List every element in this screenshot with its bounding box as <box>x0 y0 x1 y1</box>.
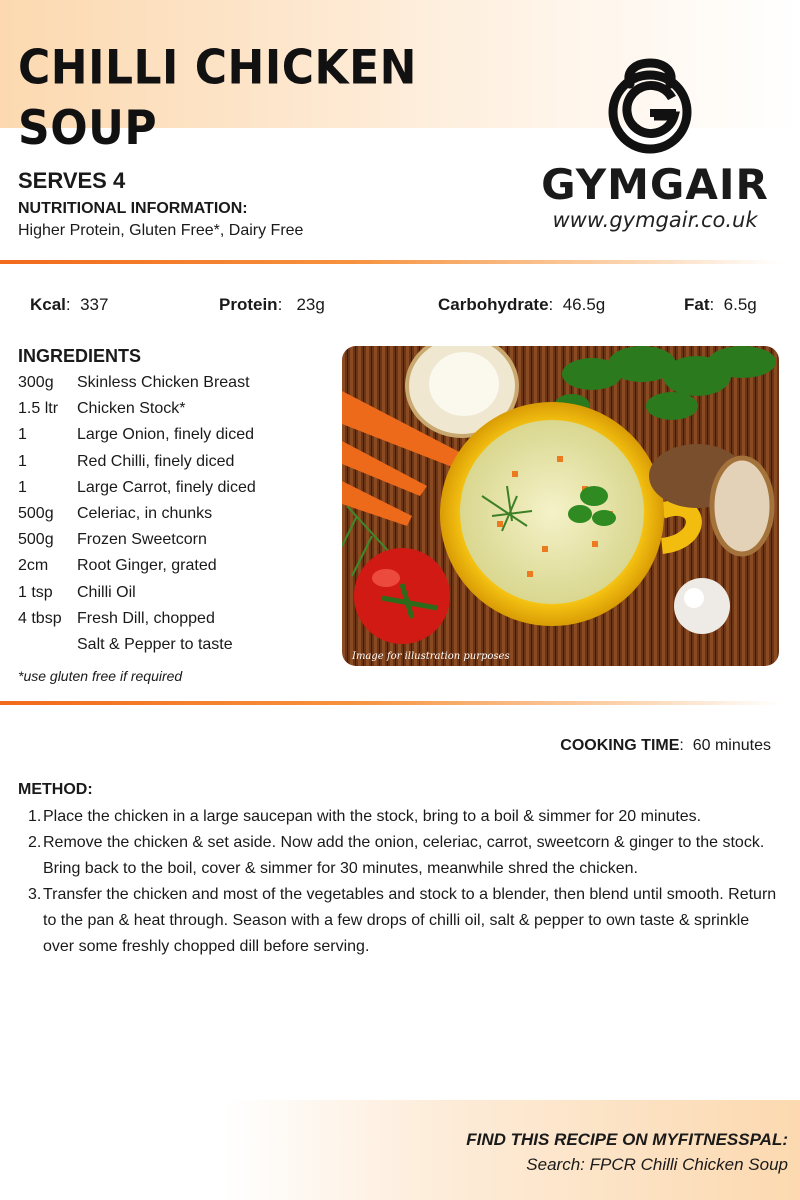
ingredient-row <box>18 422 338 448</box>
method-step <box>18 804 778 830</box>
ingredient-qty: 4 tbsp <box>18 609 62 627</box>
nutrition-tags: Higher Protein, Gluten Free*, Dairy Free <box>18 222 304 239</box>
macro-carb-label: Carbohydrate <box>438 295 549 314</box>
method-step <box>18 882 778 960</box>
cooking-time: COOKING TIME: 60 minutes <box>560 737 771 754</box>
ingredient-qty: 300g <box>18 374 54 391</box>
recipe-title: CHILLI CHICKEN SOUP <box>18 40 418 156</box>
ingredient-name: Chilli Oil <box>77 583 136 601</box>
ingredient-name: Red Chilli, finely diced <box>77 452 235 470</box>
macro-kcal: Kcal: 337 <box>30 295 109 314</box>
photo-caption: Image for illustration purposes <box>352 651 510 662</box>
soup-photo <box>342 346 779 666</box>
brand-url[interactable]: www.gymgair.co.uk <box>552 208 758 232</box>
step-text: Place the chicken in a large saucepan with the stock, bring to a boil & simmer for 20 minutes. <box>43 808 702 825</box>
ingredient-row <box>18 580 338 606</box>
footer-background <box>0 1100 800 1200</box>
step-number: 2. <box>28 834 42 851</box>
ingredient-qty: 500g <box>18 504 54 522</box>
divider-top <box>0 260 780 264</box>
ingredient-row <box>18 396 338 422</box>
kettlebell-g-logo-icon <box>606 46 694 154</box>
ingredient-row <box>18 370 338 396</box>
method-heading: METHOD: <box>18 781 93 798</box>
macro-carbohydrate: Carbohydrate: 46.5g <box>438 295 606 314</box>
macro-fat-label: Fat <box>684 295 710 314</box>
serves-heading: SERVES 4 <box>18 168 126 193</box>
step-number: 1. <box>28 808 42 825</box>
ingredient-row <box>18 475 338 501</box>
cooking-time-label: COOKING TIME <box>560 737 680 754</box>
ingredient-name: Frozen Sweetcorn <box>77 531 207 549</box>
macro-protein: Protein: 23g <box>219 295 325 314</box>
ingredient-qty: 1 <box>18 452 27 470</box>
macro-fat-value: 6.5g <box>723 295 757 314</box>
ingredient-name: Large Onion, finely diced <box>77 426 254 444</box>
nutrition-heading: NUTRITIONAL INFORMATION: <box>18 200 248 217</box>
divider-middle <box>0 701 780 705</box>
ingredient-row <box>18 553 338 579</box>
ingredient-qty: 1 <box>18 426 27 444</box>
ingredients-heading: INGREDIENTS <box>18 346 142 366</box>
macro-carb-value: 46.5g <box>562 295 606 314</box>
ingredient-row <box>18 527 338 553</box>
ingredient-qty: 500g <box>18 531 54 549</box>
ingredient-row <box>18 606 338 632</box>
macro-kcal-label: Kcal <box>30 295 66 314</box>
cooking-time-value: 60 minutes <box>692 737 771 754</box>
ingredient-qty: 1 tsp <box>18 583 53 601</box>
ingredient-name: Root Ginger, grated <box>77 557 217 575</box>
ingredient-name: Celeriac, in chunks <box>77 504 213 522</box>
ingredient-qty: 2cm <box>18 557 49 575</box>
step-text: Remove the chicken & set aside. Now add the onion, celeriac, carrot, sweetcorn & ginger to the stock. Bring back to the boil, cover & simmer for 30 minutes, meanwhile shred the chicken. <box>43 834 765 877</box>
ingredient-name: Fresh Dill, chopped <box>77 609 215 627</box>
ingredient-row <box>18 632 338 658</box>
footer-search-text: Search: FPCR Chilli Chicken Soup <box>526 1155 788 1174</box>
footer-find-text: FIND THIS RECIPE ON MYFITNESSPAL: <box>466 1130 788 1149</box>
ingredients-note: *use gluten free if required <box>18 668 183 684</box>
ingredients-list <box>18 370 338 658</box>
macro-kcal-value: 337 <box>80 295 109 314</box>
method-step <box>18 830 778 882</box>
macro-protein-value: 23g <box>296 295 325 314</box>
method-steps <box>18 804 778 960</box>
ingredient-name: Chicken Stock* <box>77 400 186 418</box>
ingredient-row <box>18 449 338 475</box>
ingredient-name: Large Carrot, finely diced <box>77 478 256 496</box>
brand-name: GYMGAIR <box>541 160 769 209</box>
ingredient-row <box>18 501 338 527</box>
ingredient-name: Skinless Chicken Breast <box>77 374 250 391</box>
macro-fat: Fat: 6.5g <box>684 295 757 314</box>
step-number: 3. <box>28 886 42 903</box>
ingredient-name: Salt & Pepper to taste <box>77 635 233 653</box>
ingredient-qty: 1 <box>18 478 27 496</box>
macro-protein-label: Protein <box>219 295 278 314</box>
step-text: Transfer the chicken and most of the vegetables and stock to a blender, then blend until smooth. Return to the pan & heat through. Season with a few drops of chilli oil, salt & pepper to own taste & sprinkle over some freshly chopped dill before serving. <box>43 886 777 955</box>
soup-photo-illustration <box>342 346 779 666</box>
macros-row <box>0 295 800 319</box>
ingredient-qty: 1.5 ltr <box>18 400 59 418</box>
